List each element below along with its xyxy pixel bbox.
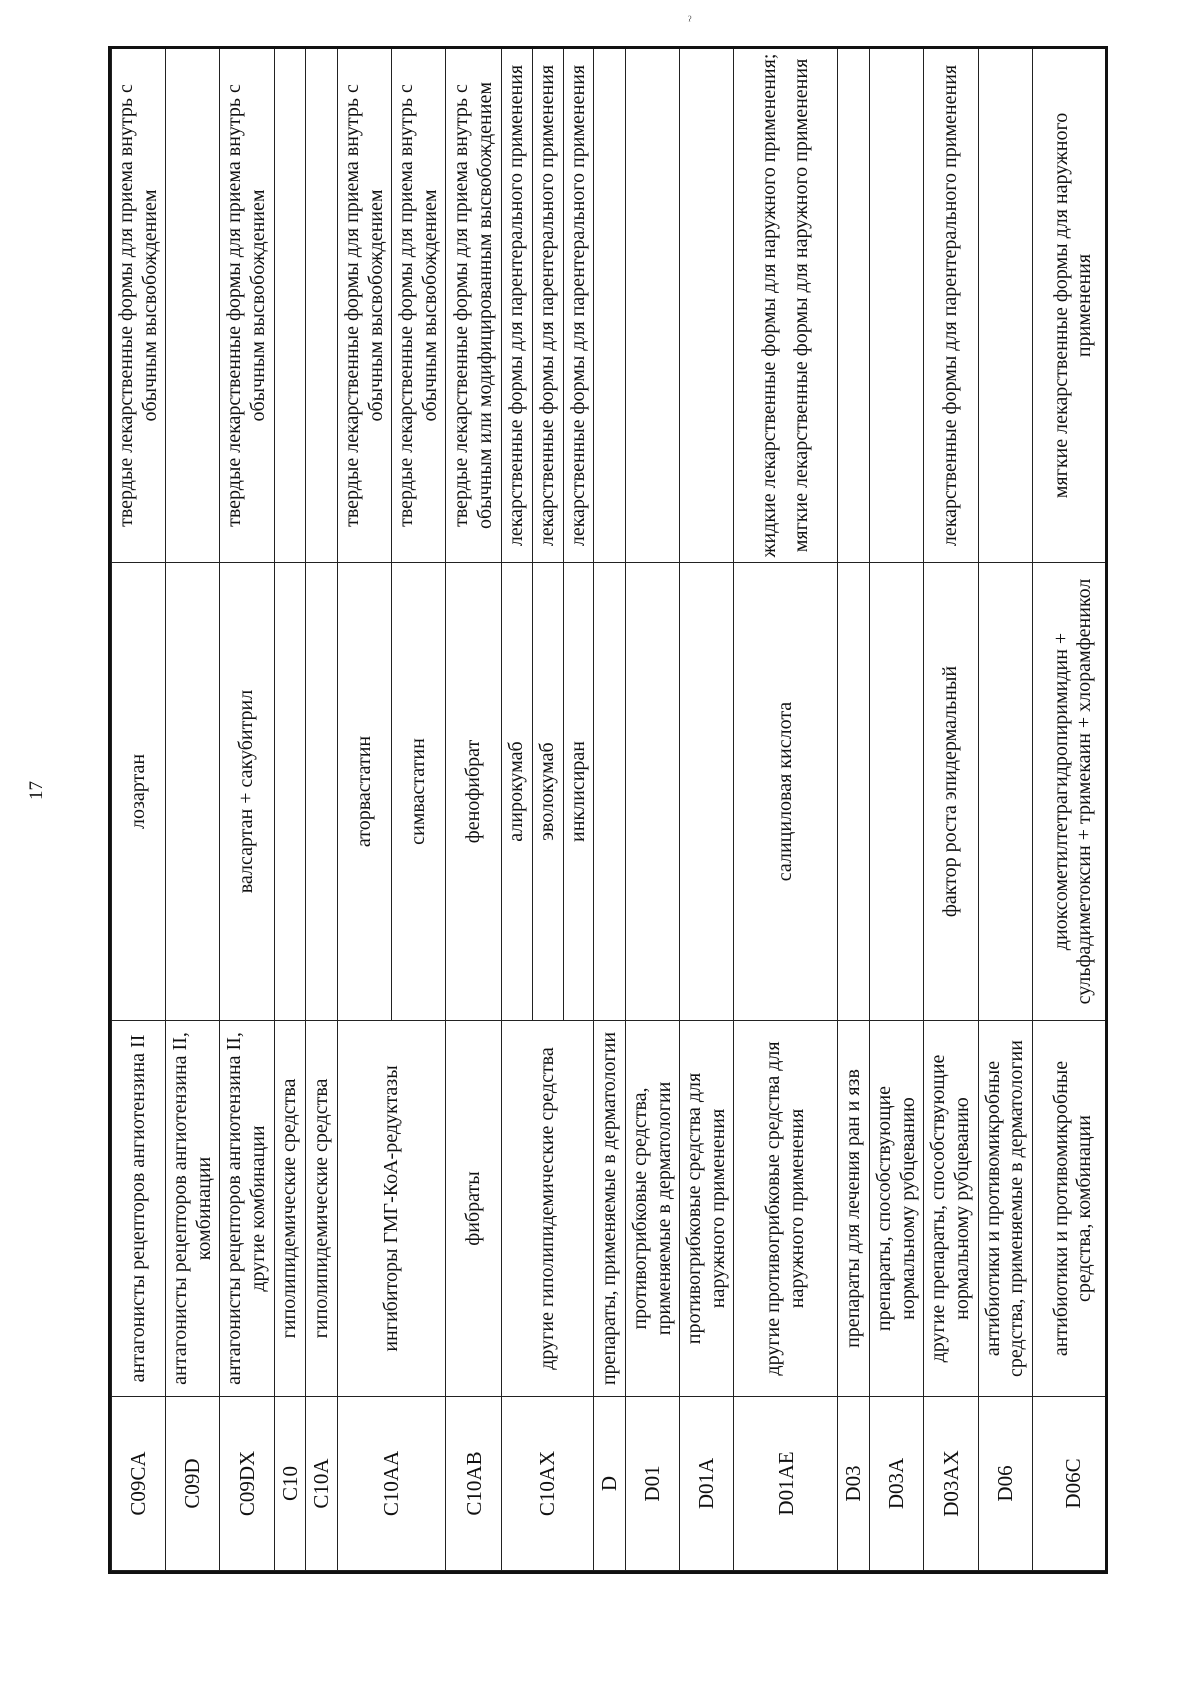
dosage-form bbox=[626, 49, 680, 563]
dosage-form: твердые лекарственные формы для приема внутрь с обычным высвобождением bbox=[220, 49, 274, 563]
drug-name bbox=[870, 563, 924, 1021]
table-row bbox=[338, 49, 392, 1571]
drug-name: фактор роста эпидермальный bbox=[924, 563, 978, 1021]
dosage-form-line: мягкие лекарственные формы для наружного применения bbox=[789, 58, 812, 553]
drug-name bbox=[594, 563, 626, 1021]
dosage-form bbox=[306, 49, 338, 563]
group-name: гиполипидемические средства bbox=[306, 1021, 338, 1397]
drug-classification-table bbox=[111, 48, 1108, 1571]
scan-mark: ˀ bbox=[688, 14, 692, 29]
dosage-form bbox=[594, 49, 626, 563]
dosage-form bbox=[274, 49, 306, 563]
group-name: другие препараты, способствующие нормальному рубцеванию bbox=[924, 1021, 978, 1397]
dosage-form: твердые лекарственные формы для приема внутрь с обычным высвобождением bbox=[112, 49, 166, 563]
group-name: антибиотики и противомикробные средства, применяемые в дерматологии bbox=[978, 1021, 1032, 1397]
group-name: препараты, применяемые в дерматологии bbox=[594, 1021, 626, 1397]
table-row bbox=[924, 49, 978, 1571]
drug-name: алирокумаб bbox=[502, 563, 533, 1021]
drug-name: инклисиран bbox=[563, 563, 594, 1021]
group-name: препараты для лечения ран и язв bbox=[838, 1021, 870, 1397]
dosage-form bbox=[734, 49, 838, 563]
table-row bbox=[446, 49, 502, 1571]
dosage-form: твердые лекарственные формы для приема внутрь с обычным высвобождением bbox=[338, 49, 392, 563]
atc-code: C09D bbox=[166, 1397, 220, 1571]
table-row bbox=[594, 49, 626, 1571]
atc-code: C10AB bbox=[446, 1397, 502, 1571]
atc-code: D bbox=[594, 1397, 626, 1571]
table-row bbox=[166, 49, 220, 1571]
table-row bbox=[978, 49, 1032, 1571]
page-number: 17 bbox=[26, 781, 47, 800]
group-name: ингибиторы ГМГ-КоА-редуктазы bbox=[338, 1021, 446, 1397]
dosage-form: лекарственные формы для парентерального применения bbox=[502, 49, 533, 563]
group-name: гиполипидемические средства bbox=[274, 1021, 306, 1397]
dosage-form bbox=[838, 49, 870, 563]
drug-name: фенофибрат bbox=[446, 563, 502, 1021]
table-row bbox=[680, 49, 734, 1571]
drug-name: валсартан + сакубитрил bbox=[220, 563, 274, 1021]
atc-code: C10AX bbox=[502, 1397, 594, 1571]
table-row bbox=[502, 49, 533, 1571]
table-row bbox=[112, 49, 166, 1571]
drug-name: диоксометилтетрагидропиримидин + сульфадиметоксин + тримекаин + хлорамфеникол bbox=[1032, 563, 1108, 1021]
table-row bbox=[1032, 49, 1108, 1571]
dosage-form-line: жидкие лекарственные формы для наружного применения; bbox=[758, 53, 781, 558]
group-name: антагонисты рецепторов ангиотензина II, другие комбинации bbox=[220, 1021, 274, 1397]
drug-table-frame bbox=[108, 46, 1108, 1574]
dosage-form bbox=[870, 49, 924, 563]
drug-name bbox=[680, 563, 734, 1021]
drug-name bbox=[978, 563, 1032, 1021]
atc-code: D06C bbox=[1032, 1397, 1108, 1571]
drug-name bbox=[274, 563, 306, 1021]
dosage-form: лекарственные формы для парентерального применения bbox=[563, 49, 594, 563]
atc-code: D06 bbox=[978, 1397, 1032, 1571]
atc-code: D03 bbox=[838, 1397, 870, 1571]
group-name: другие противогрибковые средства для наружного применения bbox=[734, 1021, 838, 1397]
dosage-form: твердые лекарственные формы для приема внутрь с обычным высвобождением bbox=[392, 49, 446, 563]
drug-name bbox=[626, 563, 680, 1021]
group-name: антагонисты рецепторов ангиотензина II bbox=[112, 1021, 166, 1397]
atc-code: C09DX bbox=[220, 1397, 274, 1571]
group-name: другие гиполипидемические средства bbox=[502, 1021, 594, 1397]
drug-name: салициловая кислота bbox=[734, 563, 838, 1021]
drug-name: аторвастатин bbox=[338, 563, 392, 1021]
atc-code: D01AE bbox=[734, 1397, 838, 1571]
table-row bbox=[220, 49, 274, 1571]
rotated-table-container bbox=[111, 49, 1105, 1571]
dosage-form: твердые лекарственные формы для приема внутрь с обычным или модифицированным высвобождением bbox=[446, 49, 502, 563]
group-name: противогрибковые средства для наружного применения bbox=[680, 1021, 734, 1397]
dosage-form: мягкие лекарственные формы для наружного применения bbox=[1032, 49, 1108, 563]
group-name: препараты, способствующие нормальному рубцеванию bbox=[870, 1021, 924, 1397]
atc-code: C09CA bbox=[112, 1397, 166, 1571]
drug-name: эволокумаб bbox=[533, 563, 564, 1021]
table-row bbox=[870, 49, 924, 1571]
drug-name bbox=[838, 563, 870, 1021]
table-row bbox=[734, 49, 838, 1571]
table-row bbox=[838, 49, 870, 1571]
drug-name bbox=[166, 563, 220, 1021]
atc-code: D01A bbox=[680, 1397, 734, 1571]
dosage-form: лекарственные формы для парентерального применения bbox=[924, 49, 978, 563]
atc-code: D03A bbox=[870, 1397, 924, 1571]
dosage-form bbox=[680, 49, 734, 563]
group-name: антагонисты рецепторов ангиотензина II, комбинации bbox=[166, 1021, 220, 1397]
drug-name: лозартан bbox=[112, 563, 166, 1021]
atc-code: C10AA bbox=[338, 1397, 446, 1571]
group-name: фибраты bbox=[446, 1021, 502, 1397]
drug-name bbox=[306, 563, 338, 1021]
atc-code: С10 bbox=[274, 1397, 306, 1571]
atc-code: D03AX bbox=[924, 1397, 978, 1571]
dosage-form: лекарственные формы для парентерального применения bbox=[533, 49, 564, 563]
group-name: антибиотики и противомикробные средства, комбинации bbox=[1032, 1021, 1108, 1397]
dosage-form bbox=[978, 49, 1032, 563]
table-row bbox=[626, 49, 680, 1571]
atc-code: C10A bbox=[306, 1397, 338, 1571]
table-row bbox=[306, 49, 338, 1571]
dosage-form bbox=[166, 49, 220, 563]
drug-name: симвастатин bbox=[392, 563, 446, 1021]
group-name: противогрибковые средства, применяемые в дерматологии bbox=[626, 1021, 680, 1397]
atc-code: D01 bbox=[626, 1397, 680, 1571]
table-row bbox=[274, 49, 306, 1571]
